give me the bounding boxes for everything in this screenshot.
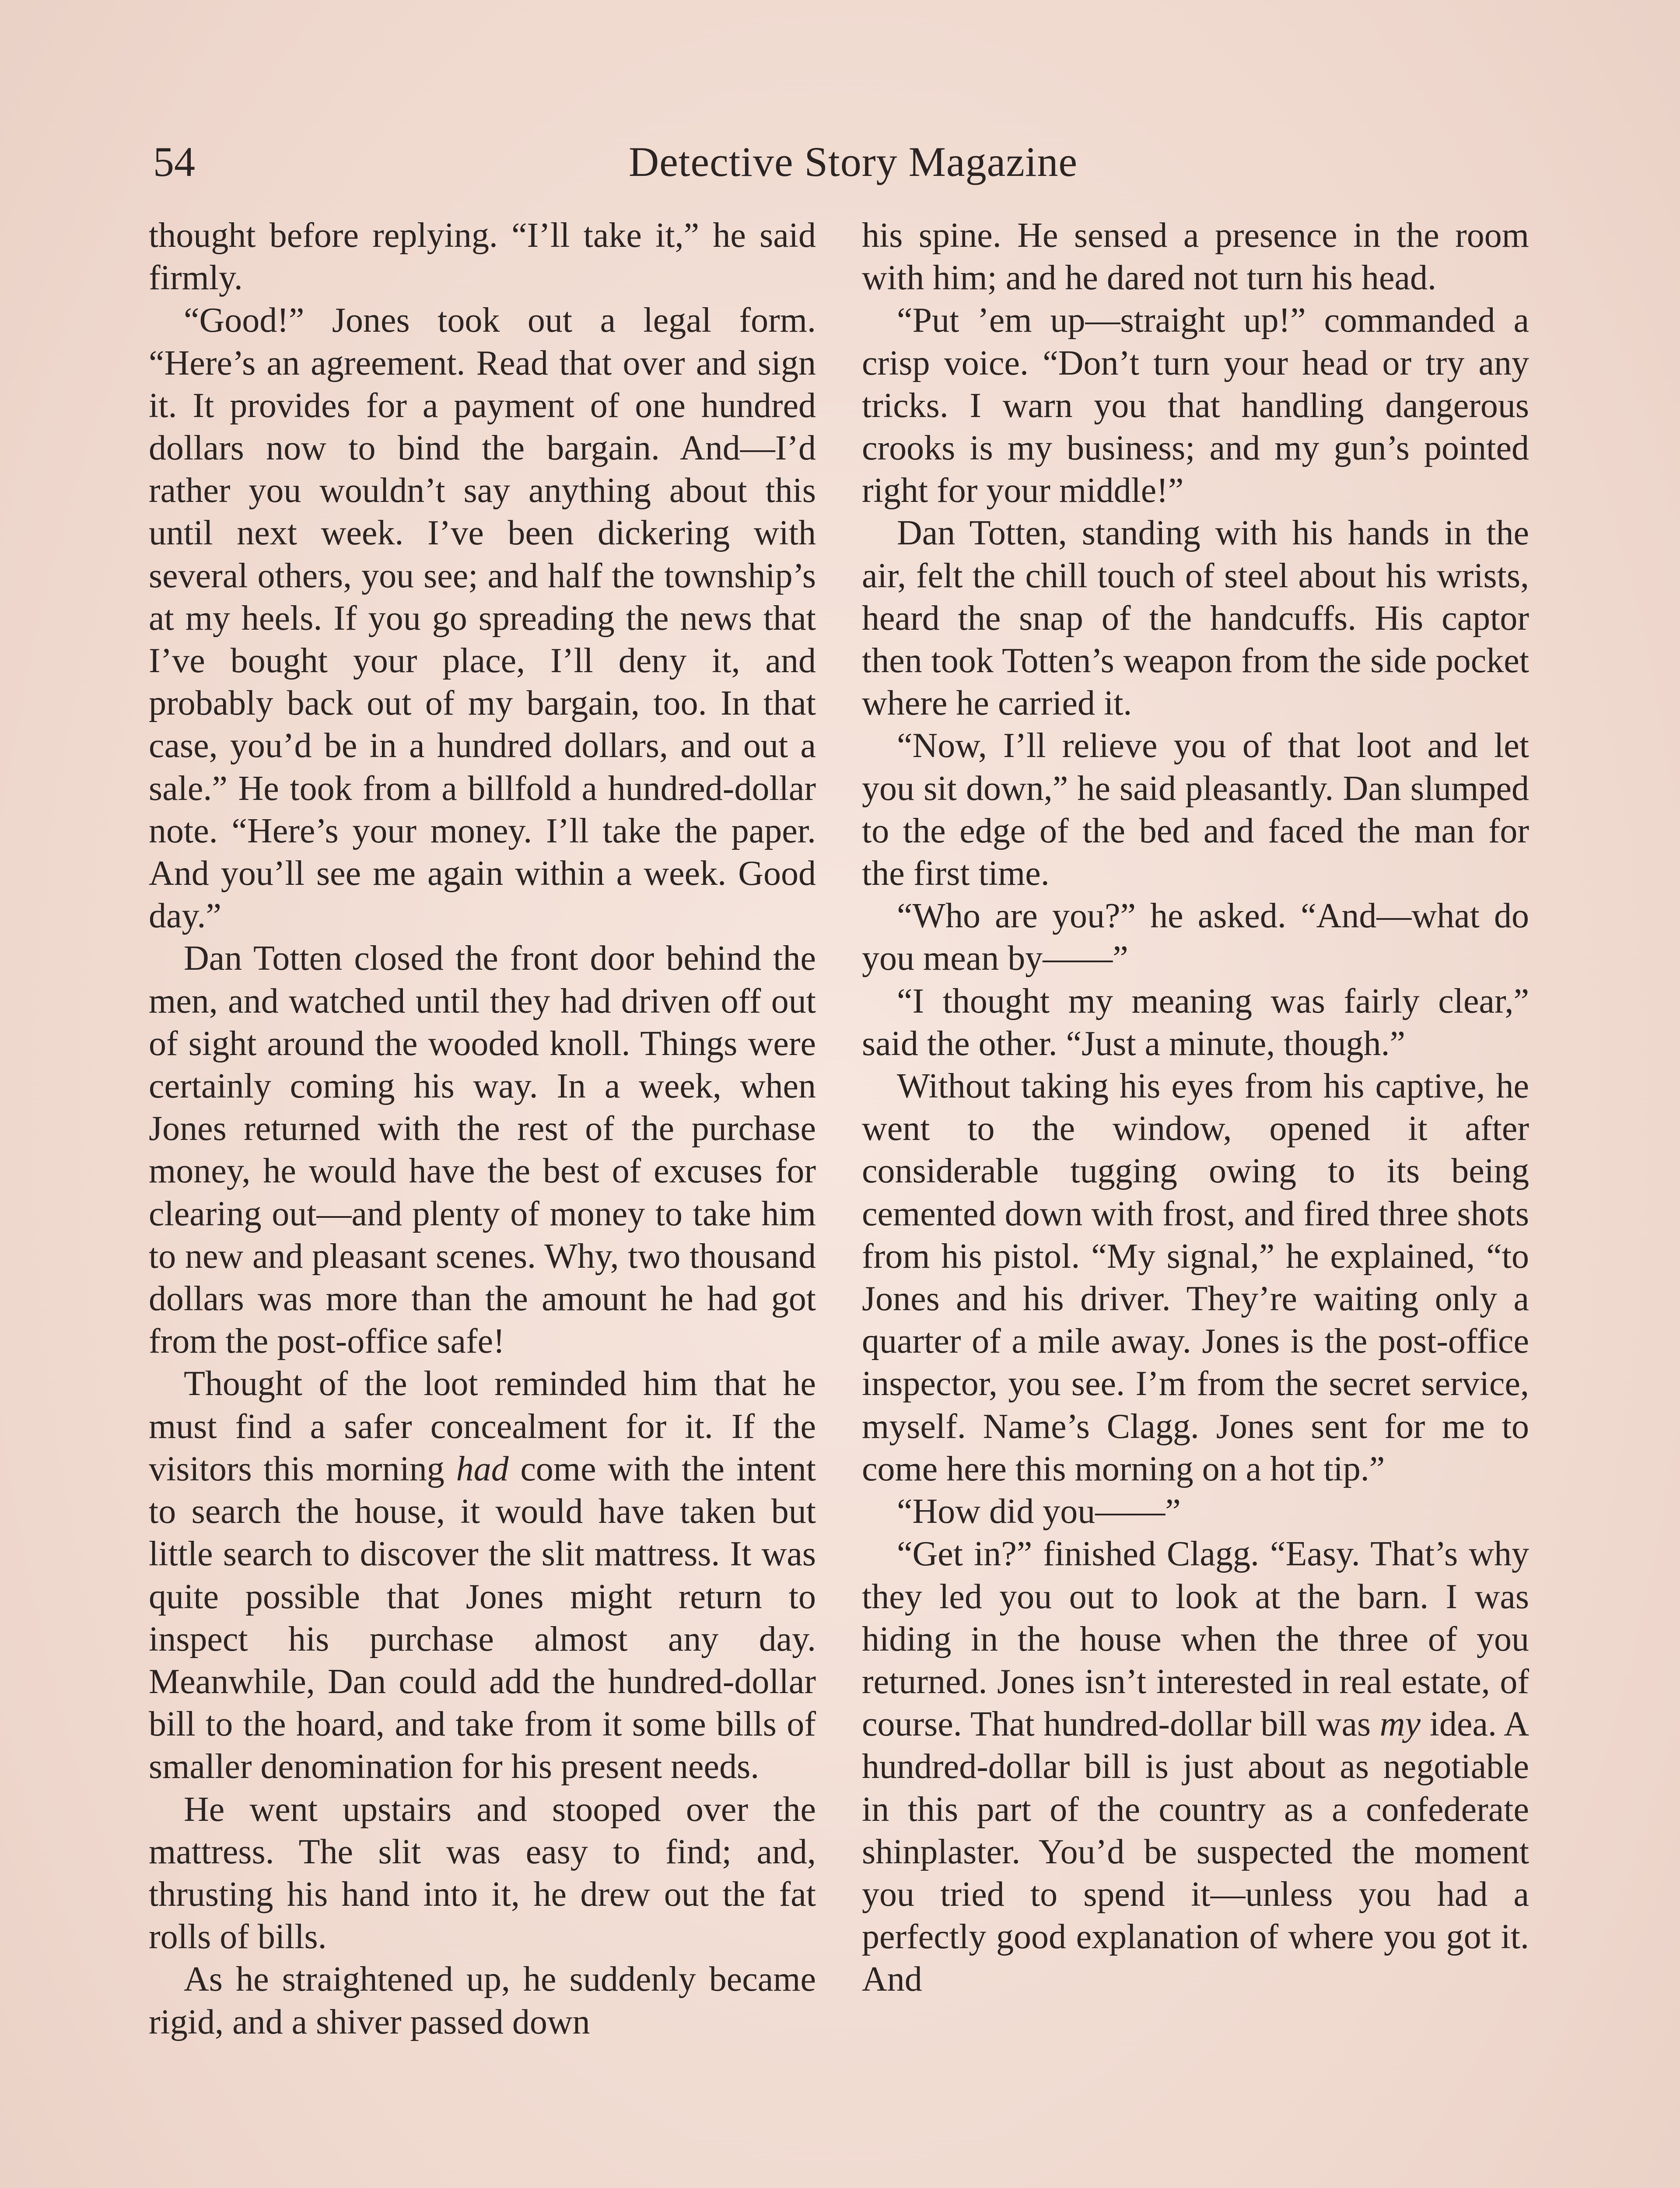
- right-column: [862, 214, 1529, 2001]
- paragraph: [149, 1363, 816, 1788]
- paragraph-text: come with the intent to search the house, it would have taken but little search to discover the slit mattress. It was quite possible that Jones might return to inspect his purchase almost any day. Meanwhile, Dan could add the hundred-dollar bill to the hoard, and take from it some bills of smaller denomination for his present needs.: [149, 1449, 816, 1786]
- paragraph-text: idea. A hundred-dollar bill is just about as negotiable in this part of the country as a confederate shinplaster. You’d be suspected the moment you tried to spend it—unless you had a perfectly good explanation of where you got it. And: [862, 1705, 1530, 1999]
- paragraph: “I thought my meaning was fairly clear,” said the other. “Just a minute, though.”: [862, 982, 1529, 1063]
- paragraph: “How did you——”: [897, 1492, 1181, 1531]
- paragraph: He went upstairs and stooped over the mattress. The slit was easy to find; and, thrusting his hand into it, he drew out the fat rolls of bills.: [149, 1790, 816, 1957]
- paragraph: Dan Totten, standing with his hands in the air, felt the chill touch of steel about his wrists, heard the snap of the handcuffs. His captor then took Totten’s weapon from the side pocket where he carried it.: [862, 514, 1529, 723]
- page-header: [153, 131, 1553, 193]
- left-column: [149, 214, 816, 2044]
- paragraph: Dan Totten closed the front door behind the men, and watched until they had driven off out of sight around the wooded knoll. Things were certainly coming his way. In a week, when Jones returned with the rest of the purchase money, he would have the best of excuses for clearing out—and plenty of money to take him to new and pleasant scenes. Why, two thousand dollars was more than the amount he had got from the post-office safe!: [149, 939, 816, 1361]
- running-title: Detective Story Magazine: [628, 138, 1078, 185]
- paragraph-text: “Get in?” finished Clagg. “Easy. That’s why they led you out to look at the barn. I was hiding in the house when the three of you returned. Jones isn’t interested in real estate, of course. That hundred-dollar bill was: [862, 1535, 1529, 1744]
- paragraph: thought before replying. “I’ll take it,” he said firmly.: [149, 216, 816, 298]
- paragraph: “Put ’em up—straight up!” commanded a crisp voice. “Don’t turn your head or try any tricks. I warn you that handling dangerous crooks is my business; and my gun’s pointed right for your middle!”: [862, 301, 1529, 510]
- page-number: 54: [153, 138, 195, 185]
- emphasis-text: had: [456, 1449, 509, 1488]
- paragraph: “Who are you?” he asked. “And—what do you mean by——”: [862, 897, 1529, 978]
- paragraph: “Good!” Jones took out a legal form. “Here’s an agreement. Read that over and sign it. It provides for a payment of one hundred dollars now to bind the bargain. And—I’d rather you wouldn’t say anything about this until next week. I’ve been dickering with several others, you see; and half the township’s at my heels. If you go spreading the news that I’ve bought your place, I’ll deny it, and probably back out of my bargain, too. In that case, you’d be in a hundred dollars, and out a sale.” He took from a billfold a hundred-dollar note. “Here’s your money. I’ll take the paper. And you’ll see me again within a week. Good day.”: [149, 301, 816, 936]
- paragraph-text: Thought of the loot reminded him that he must find a safer concealment for it. If the visitors this morning: [149, 1364, 816, 1488]
- paragraph: his spine. He sensed a presence in the room with him; and he dared not turn his head.: [862, 216, 1529, 298]
- emphasis-text: my: [1379, 1705, 1421, 1744]
- paragraph: “Now, I’ll relieve you of that loot and let you sit down,” he said pleasantly. Dan slumped to the edge of the bed and faced the man for the first time.: [862, 726, 1529, 893]
- paragraph: As he straightened up, he suddenly became rigid, and a shiver passed down: [149, 1960, 816, 2041]
- paragraph: Without taking his eyes from his captive, he went to the window, opened it after considerable tugging owing to its being cemented down with frost, and fired three shots from his pistol. “My signal,” he explained, “to Jones and his driver. They’re waiting only a quarter of a mile away. Jones is the post-office inspector, you see. I’m from the secret service, myself. Name’s Clagg. Jones sent for me to come here this morning on a hot tip.”: [862, 1067, 1529, 1488]
- paragraph: [862, 1533, 1529, 2001]
